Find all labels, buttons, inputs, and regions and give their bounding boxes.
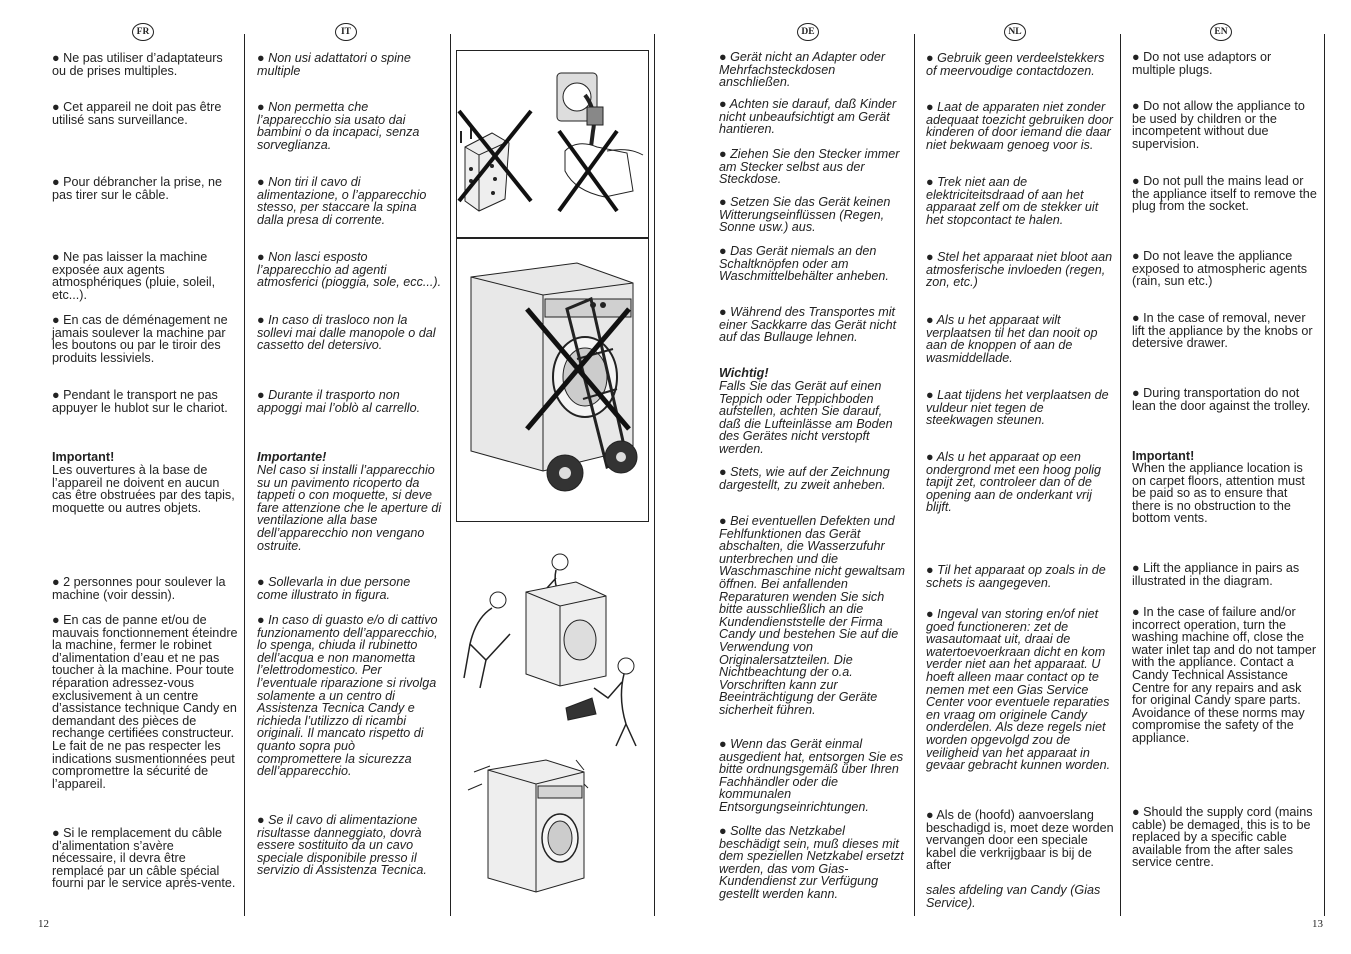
fr-item: ● Pendant le transport ne pas appuyer le hublot sur le chariot. bbox=[52, 388, 228, 415]
nl-item: ● Als u het apparaat op een ondergrond met een hoog polig tapijt zet, controleer dan of de opening aan de onderkant vrij blijft. bbox=[926, 450, 1102, 515]
two-person-lift-illustration bbox=[456, 548, 650, 748]
nl-item: ● Stel het apparaat niet bloot aan atmosferische invloeden (regen, zon, etc.) bbox=[926, 250, 1113, 290]
divider-img-right bbox=[654, 34, 655, 916]
fr-item: ● Si le remplacement du câble d’alimentation s’avère nécessaire, il devra être remplacé par un câble spécial fourni par le service après-vente. bbox=[52, 826, 236, 891]
en-item: ● Lift the appliance in pairs as illustrated in the diagram. bbox=[1132, 561, 1300, 588]
de-item: ● Bei eventuellen Defekten und Fehlfunktionen das Gerät abschalten, die Wasserzufuhr unterbrechen und die Waschmaschine nicht gewaltsam öffnen. Bei anfallenden Reparaturen wenden Sie sich bitte ausschließlich an die Kundendienststelle der Firma Candy und bestehen Sie auf die Verwendung von Originalersatzteilen. Die Nichtbeachtung der o.a. Vorschriften kann zur Beeinträchtigung der Geräte sicherheit führen. bbox=[719, 514, 905, 717]
trolley-illustration bbox=[456, 238, 649, 522]
de-important-text: Falls Sie das Gerät auf einen Teppich oder Teppichboden aufstellen, achten Sie darauf, daß die Lufteinlässe am Boden des Gerätes nicht verstopft werden. bbox=[719, 379, 893, 456]
en-item: ● In the case of removal, never lift the appliance by the knobs or detersive drawer. bbox=[1132, 311, 1313, 351]
de-item: ● Sollte das Netzkabel beschädigt sein, muß dieses mit dem speziellen Netzkabel ersetzt werden, das vom Gias-Kundendienst zur Verfügung gestellt werden kann. bbox=[719, 824, 904, 901]
it-item: ● Non tiri il cavo di alimentazione, o l’apparecchio stesso, per staccare la spina dalla presa di corrente. bbox=[257, 175, 427, 227]
it-item: ● Sollevarla in due persone come illustrato in figura. bbox=[257, 575, 411, 602]
nl-item: ● Ingeval van storing en/of niet goed functioneren: zet de wasautomaat uit, draai de watertoevoerkraan dicht en kom verder niet aan het apparaat. U hoeft alleen maar contact op te nemen met een Gias Service Center voor eventuele reparaties en vraag om originele Candy onderdelen. Als deze regels niet worden opgevolgd zou de veiligheid van het apparaat in gevaar gebracht kunnen worden. bbox=[926, 607, 1111, 773]
de-item: ● Stets, wie auf der Zeichnung dargestellt, zu zweit anheben. bbox=[719, 465, 890, 492]
de-item: ● Während des Transportes mit einer Sackkarre das Gerät nicht auf das Bullauge lehnen. bbox=[719, 305, 897, 345]
it-item: ● In caso di trasloco non la sollevi mai dalle manopole o dal cassetto del detersivo. bbox=[257, 313, 436, 353]
fr-item: ● En cas de panne et/ou de mauvais fonctionnement éteindre la machine, fermer le robinet d’alimentation d’eau et ne pas toucher à la machine. Pour toute réparation adressez-vous exclusivement à un centre d’assistance technique Candy en demandant des pièces de rechange certifiées constructeur. Le fait de ne pas respecter les indications susmentionnées peut compromettre la sécurité de l’appareil. bbox=[52, 613, 238, 791]
lift-drawing bbox=[456, 548, 650, 748]
no-adapter-illustration bbox=[456, 50, 649, 238]
de-item: ● Ziehen Sie den Stecker immer am Stecker selbst aus der Steckdose. bbox=[719, 147, 900, 187]
fr-important-text: Les ouvertures à la base de l’appareil ne doivent en aucun cas être obstruées par des tapis, moquette ou autres objets. bbox=[52, 463, 235, 515]
lang-badge-de: DE bbox=[797, 23, 819, 41]
nl-item: ● Als u het apparaat wilt verplaatsen til het dan nooit op aan de knoppen of aan de wasmiddellade. bbox=[926, 313, 1098, 365]
fr-item: ● En cas de déménagement ne jamais soulever la machine par les boutons ou par le tiroir des produits lessiviels. bbox=[52, 313, 228, 365]
nl-item: ● Til het apparaat op zoals in de schets is aangegeven. bbox=[926, 563, 1106, 590]
washing-machine-illustration bbox=[466, 750, 590, 898]
nl-item: ● Trek niet aan de elektriciteitsdraad of aan het apparaat zelf om de stekker uit het stopcontact te halen. bbox=[926, 175, 1099, 227]
machine-drawing bbox=[466, 750, 590, 898]
fr-item: ● Pour débrancher la prise, ne pas tirer sur le câble. bbox=[52, 175, 223, 202]
nl-item: ● Laat de apparaten niet zonder adequaat toezicht gebruiken door kinderen of door iemand die daar niet bekwaam genoeg voor is. bbox=[926, 100, 1113, 152]
nl-item: ● Laat tijdens het verplaatsen de vuldeur niet tegen de steekwagen steunen. bbox=[926, 388, 1109, 428]
it-item: ● Non lasci esposto l’apparecchio ad agenti atmosferici (pioggia, sole, ecc...). bbox=[257, 250, 442, 290]
de-item: ● Achten sie darauf, daß Kinder nicht unbeaufsichtigt am Gerät hantieren. bbox=[719, 97, 897, 137]
en-important-title: Important! bbox=[1132, 449, 1195, 463]
en-item: ● Do not allow the appliance to be used by children or the incompetent without due supervision. bbox=[1132, 99, 1305, 151]
it-item: ● Non permetta che l’apparecchio sia usato dai bambini o da incapaci, senza sorveglianza. bbox=[257, 100, 420, 152]
lang-badge-it: IT bbox=[335, 23, 357, 41]
divider-it-img bbox=[450, 34, 451, 916]
en-item: ● Do not use adaptors or multiple plugs. bbox=[1132, 50, 1272, 77]
fr-item: ● Ne pas utiliser d’adaptateurs ou de prises multiples. bbox=[52, 51, 223, 78]
en-important-text: When the appliance location is on carpet floors, attention must be paid so as to ensure that there is no obstruction to the bottom vents. bbox=[1132, 461, 1305, 526]
en-item: ● During transportation do not lean the door against the trolley. bbox=[1132, 386, 1311, 413]
en-item: ● Do not leave the appliance exposed to atmospheric agents (rain, sun etc.) bbox=[1132, 249, 1308, 289]
page-number-right: 13 bbox=[1312, 918, 1323, 930]
nl-item-continued: sales afdeling van Candy (Gias Service). bbox=[926, 883, 1101, 910]
de-item: ● Das Gerät niemals an den Schaltknöpfen oder am Waschmittelbehälter anheben. bbox=[719, 244, 889, 284]
de-item: ● Gerät nicht an Adapter oder Mehrfachsteckdosen anschließen. bbox=[719, 50, 886, 90]
fr-important-title: Important! bbox=[52, 450, 115, 464]
nl-item: ● Als de (hoofd) aanvoerslang beschadigd is, moet deze worden vervangen door een speciale kabel die verkrijgbaar is bij de after bbox=[926, 808, 1114, 873]
de-item: ● Wenn das Gerät einmal ausgedient hat, entsorgen Sie es bitte ordnungsgemäß über Ihren Fachhändler oder die kommunalen Entsorgungseinrichtungen. bbox=[719, 737, 904, 814]
de-important-title: Wichtig! bbox=[719, 366, 769, 380]
divider-de-nl bbox=[914, 34, 915, 916]
divider-fr-it bbox=[244, 34, 245, 916]
it-important-text: Nel caso si installi l’apparecchio su un pavimento ricoperto da tappeti o con moquette, si deve fare attenzione che le aperture di ventilazione alla base dell’apparecchio non vengano ostruite. bbox=[257, 463, 442, 553]
fr-item: ● 2 personnes pour soulever la machine (voir dessin). bbox=[52, 575, 226, 602]
fr-item: ● Cet appareil ne doit pas être utilisé sans surveillance. bbox=[52, 100, 222, 127]
lang-badge-fr: FR bbox=[132, 23, 154, 41]
lang-badge-en: EN bbox=[1210, 23, 1232, 41]
it-item: ● Se il cavo di alimentazione risultasse danneggiato, dovrà essere sostituito da un cavo speciale disponibile presso il servizio di Assistenza Tecnica. bbox=[257, 813, 427, 878]
fr-item: ● Ne pas laisser la machine exposée aux agents atmosphériques (pluie, soleil, etc...). bbox=[52, 250, 216, 302]
washing-machine-trolley-drawing bbox=[457, 239, 648, 521]
plug-socket-drawing bbox=[457, 51, 648, 237]
it-important-title: Importante! bbox=[257, 450, 327, 464]
en-item: ● In the case of failure and/or incorrect operation, turn the washing machine off, close the water inlet tap and do not tamper with the appliance. Contact a Candy Technical Assistance Centre for any repairs and ask for original Candy spare parts. Avoidance of these norms may compromise the safety of the appliance. bbox=[1132, 605, 1317, 745]
divider-en-right bbox=[1324, 34, 1325, 916]
it-item: ● Non usi adattatori o spine multiple bbox=[257, 51, 411, 78]
divider-nl-en bbox=[1120, 34, 1121, 916]
page-number-left: 12 bbox=[38, 918, 49, 930]
de-item: ● Setzen Sie das Gerät keinen Witterungseinflüssen (Regen, Sonne usw.) aus. bbox=[719, 195, 891, 235]
it-item: ● In caso di guasto e/o di cattivo funzionamento dell’apparecchio, lo spenga, chiuda il rubinetto dell’acqua e non manometta l’elettrodomestico. Per l’eventuale riparazione si rivolga solamente a un centro di Assistenza Tecnica Candy e richieda l’utilizzo di ricambi originali. Il mancato rispetto di quanto sopra può compromettere la sicurezza dell’apparecchio. bbox=[257, 613, 438, 779]
en-item: ● Do not pull the mains lead or the appliance itself to remove the plug from the socket. bbox=[1132, 174, 1317, 214]
en-item: ● Should the supply cord (mains cable) be demaged, this is to be replaced by a specific cable available from the after sales service centre. bbox=[1132, 805, 1313, 870]
nl-item: ● Gebruik geen verdeelstekkers of meervoudige contactdozen. bbox=[926, 51, 1105, 78]
lang-badge-nl: NL bbox=[1004, 23, 1026, 41]
it-item: ● Durante il trasporto non appoggi mai l’oblò al carrello. bbox=[257, 388, 421, 415]
